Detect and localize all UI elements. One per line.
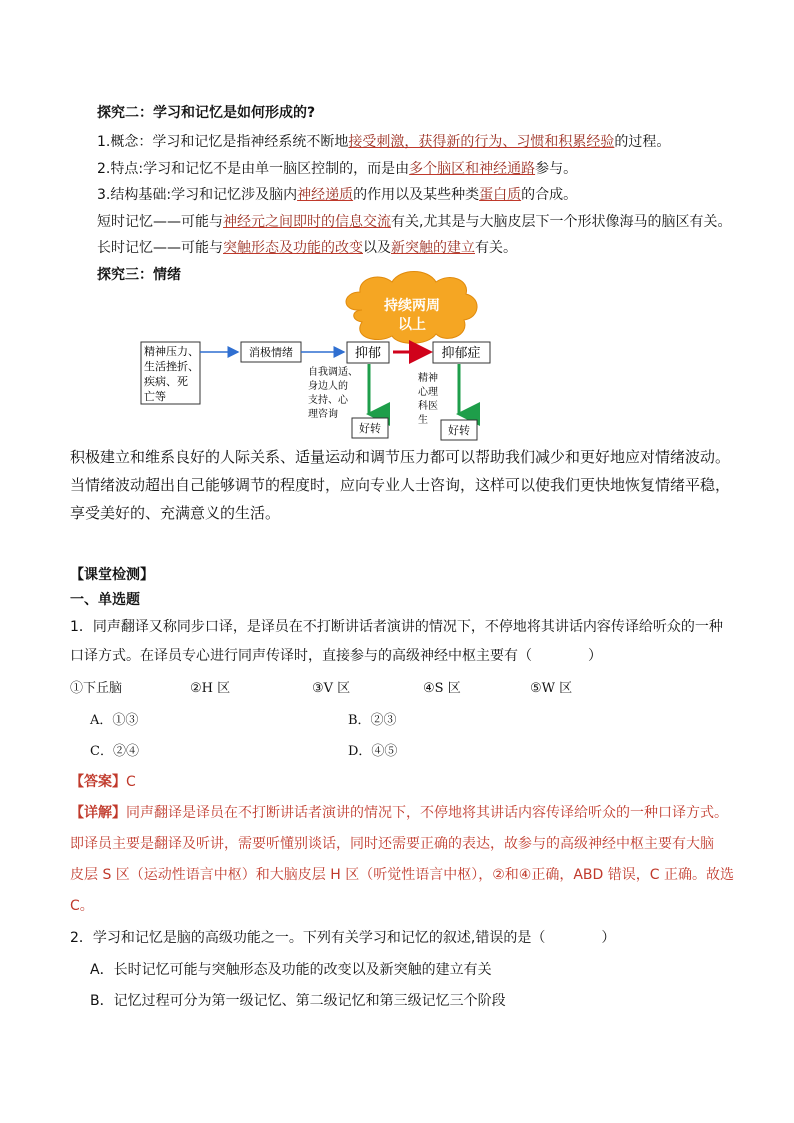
long-term-mid: 以及	[363, 240, 391, 256]
feature-prefix: 2.特点:学习和记忆不是由单一脑区控制的，而是由	[97, 161, 410, 177]
section2-heading: 探究二：学习和记忆是如何形成的?	[97, 105, 316, 121]
structure-suffix: 的合成。	[521, 187, 578, 203]
short-term-prefix: 短时记忆——可能与	[97, 214, 223, 230]
concept-suffix: 的过程。	[614, 134, 671, 150]
q1-line-1: 1．同声翻译又称同步口译，是译员在不打断讲话者演讲的情况下，不停地将其讲话内容传译给听众的一种	[70, 619, 723, 635]
q1-option-d[interactable]: D．④⑤	[348, 744, 398, 759]
answer-value: C	[126, 774, 136, 790]
improve-label-2: 好转	[448, 424, 470, 437]
pro-line-2: 心理	[418, 387, 438, 398]
section3-heading: 探究三：情绪	[97, 267, 181, 283]
q1-item-4: ④S 区	[423, 681, 461, 696]
cause-line-1: 精神压力、	[144, 345, 199, 358]
q2-option-a[interactable]: A．长时记忆可能与突触形态及功能的改变以及新突触的建立有关	[90, 962, 492, 978]
pro-line-4: 生	[418, 415, 428, 426]
improve-label-1: 好转	[359, 422, 381, 435]
q1-option-c[interactable]: C．②④	[90, 744, 139, 759]
q1-item-5: ⑤W 区	[530, 681, 573, 696]
long-term-keyword-2: 新突触的建立	[391, 240, 475, 256]
detail-line-4: C。	[70, 898, 94, 914]
structure-keyword-1: 神经递质	[297, 187, 354, 203]
cause-line-3: 疾病、死	[144, 375, 188, 388]
emotion-diagram	[0, 0, 794, 450]
self-help-line-3: 支持、心	[308, 395, 348, 406]
structure-prefix: 3.结构基础:学习和记忆涉及脑内	[97, 187, 298, 203]
detail-text-1: 同声翻译是译员在不打断讲话者演讲的情况下，不停地将其讲话内容传译给听众的一种口译方式。	[126, 805, 728, 821]
q1-line-2: 口译方式。在译员专心进行同声传译时，直接参与的高级神经中枢主要有（ ）	[70, 648, 602, 664]
concept-keyword: 接受刺激，获得新的行为、习惯和积累经验	[348, 134, 615, 150]
q2-stem: 2．学习和记忆是脑的高级功能之一。下列有关学习和记忆的叙述,错误的是（ ）	[70, 930, 616, 946]
duration-cloud	[346, 272, 477, 344]
structure-mid: 的作用以及某些种类	[353, 187, 480, 203]
q1-item-2: ②H 区	[190, 681, 231, 696]
long-term-keyword-1: 突触形态及功能的改变	[223, 240, 363, 256]
detail-line-3: 皮层 S 区（运动性语言中枢）和大脑皮层 H 区（听觉性语言中枢），②和④正确，ABD 错误，C 正确。故选	[70, 867, 734, 883]
q1-answer	[70, 771, 136, 791]
cause-line-4: 亡等	[144, 390, 166, 403]
feature-keyword: 多个脑区和神经通路	[409, 161, 536, 177]
short-term-suffix: 有关,尤其是与大脑皮层下一个形状像海马的脑区有关。	[391, 214, 732, 230]
self-help-line-2: 身边人的	[308, 381, 348, 392]
long-term-prefix: 长时记忆——可能与	[97, 240, 223, 256]
feature-suffix: 参与。	[535, 161, 578, 177]
self-help-line-4: 理咨询	[308, 409, 338, 420]
cloud-text-2: 以上	[398, 317, 426, 333]
detail-line-1	[70, 802, 728, 822]
negative-emotion-label: 消极情绪	[249, 346, 293, 359]
emotion-paragraph: 积极建立和维系良好的人际关系、适量运动和调节压力都可以帮助我们减少和更好地应对情绪波动。当情绪波动超出自己能够调节的程度时，应向专业人士咨询，这样可以使我们更快地恢复情绪平稳，享受美好的、充满意义的生活。	[70, 448, 731, 522]
q2-option-b[interactable]: B．记忆过程可分为第一级记忆、第二级记忆和第三级记忆三个阶段	[90, 993, 506, 1009]
cloud-text-1: 持续两周	[384, 298, 440, 314]
question-type: 一、单选题	[70, 592, 140, 608]
concept-prefix: 1.概念：学习和记忆是指神经系统不断地	[97, 134, 349, 150]
check-heading: 【课堂检测】	[70, 567, 154, 583]
long-term-suffix: 有关。	[475, 240, 517, 256]
detail-line-2: 即译员主要是翻译及听讲，需要听懂别谈话，同时还需要正确的表达，故参与的高级神经中枢主要有大脑	[70, 836, 714, 852]
structure-keyword-2: 蛋白质	[479, 187, 522, 203]
disorder-label: 抑郁症	[441, 346, 481, 361]
short-term-keyword: 神经元之间即时的信息交流	[223, 214, 391, 230]
detail-tag: 【详解】	[70, 805, 126, 821]
q1-item-3: ③V 区	[312, 681, 351, 696]
depression-label: 抑郁	[354, 346, 382, 361]
pro-line-1: 精神	[418, 373, 438, 384]
pro-line-3: 科医	[418, 401, 438, 412]
q1-item-1: ①下丘脑	[70, 681, 123, 696]
q1-option-b[interactable]: B．②③	[348, 713, 397, 728]
q1-option-a[interactable]: A．①③	[90, 713, 139, 728]
cause-line-2: 生活挫折、	[144, 360, 199, 373]
answer-tag: 【答案】	[70, 774, 126, 790]
self-help-line-1: 自我调适、	[308, 367, 358, 378]
